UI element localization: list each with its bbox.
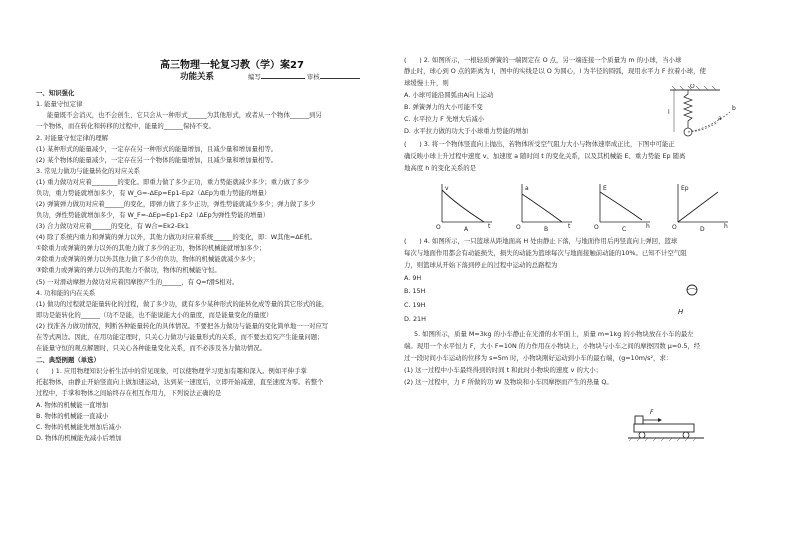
author-field [248, 73, 360, 81]
left-line-20: 即功是能转化的______（功不是能，也不能说能大小的量度，而是能量变化的量度） [36, 311, 273, 319]
wheel-right [683, 432, 689, 438]
left-line-18: 4. 功和能的内在关系 [36, 289, 96, 297]
left-line-2: 能量既不会消灭，也不会创生，它只会从一种形式______为其他形式，或者从一个物体______到另 [47, 111, 322, 119]
right-line-1: 静止时，球心到 O 点的距离为 l，图中的实线是以 O 为圆心，l 为半径的圆弧，现用水平力 F 拉着小球，使 [404, 67, 706, 75]
label-b: b [732, 105, 736, 112]
origin-c: O [594, 224, 599, 231]
right-line-3: A. 小球可能沿圆弧由A向上运动 [404, 91, 494, 99]
left-line-1: 1. 能量守恒定律 [36, 100, 83, 108]
curve-a [442, 190, 484, 222]
left-line-17: (5) 一对滑动摩擦力做功对应着因摩擦产生的______，有 Q=f滑S相对。 [36, 278, 239, 286]
left-line-29: B. 物体的机械能一直减小 [36, 412, 109, 420]
left-line-5: (1) 某种形式的能量减少，一定存在另一种形式的能量增加，且减少量和增加量相等。 [36, 145, 278, 153]
right-line-20: (1) 这一过程中小车最终得到的时间 t 和此时小物块的速度 v 的大小； [404, 366, 603, 374]
right-line-5: C. 水平拉力 F 先增大后减小 [404, 115, 485, 123]
right-line-10: ( ) 4. 如图所示，一只篮球从距地面高 H 处由静止下落，与地面作用后再竖直向上弹回，篮球 [404, 237, 678, 245]
left-line-12: (3) 合力做功对应着______的变化，有 W合=Ek2-Ek1 [36, 222, 189, 230]
axis-x-a: t [488, 223, 491, 230]
right-line-7: ( ) 3. 将一个物体竖直向上抛出，若物体所受空气阻力大小与物体速率成正比，下图中可能正 [404, 140, 675, 148]
label-f: F [650, 409, 654, 416]
left-line-16: ③除重力或弹簧的弹力以外的其他力不做功，物体的机械能守恒。 [36, 266, 221, 274]
right-line-18: 端。现用一个水平恒力 F，大小 F=10N 的力作用在小物块上，小物块与小车之间的摩擦因数 μ=0.5，经 [404, 342, 701, 350]
q3-graph-b [516, 180, 576, 232]
right-line-2: 球缓慢上升，则 [404, 79, 449, 87]
q2-spring-figure [660, 84, 750, 146]
right-line-19: 过一段时间小车运动的位移为 s=5m 时，小物块刚好运动到小车的最右端，(g=10m/s²，求： [404, 354, 673, 362]
left-line-11: 负功，弹性势能就增加多少，有 W_F=-ΔEp=Ep1-Ep2（ΔEp为弹性势能的增量） [36, 211, 270, 219]
reviewer-label: 审核 [306, 73, 320, 81]
left-line-13: (4) 除了系统内重力和弹簧的弹力以外，其他力做功对应着系统______的变化，即：W其他=ΔE机。 [36, 233, 317, 241]
arc-path [688, 122, 718, 132]
right-line-8: 确反映小球上升过程中速度 v、加速度 a 随时间 t 的变化关系，以及其机械能 E、重力势能 Ep 随离 [404, 152, 686, 160]
left-line-0: 一、知识强化 [36, 89, 75, 97]
left-line-26: 托起物体，由静止开始竖直向上做加速运动，达到某一速度后，立即开始减速，直至速度为零。若整个 [36, 378, 324, 386]
q3-graph-d [672, 180, 732, 232]
cart-body [634, 424, 694, 432]
label-l: l [668, 109, 670, 116]
option-b: B [544, 226, 549, 232]
axis-x-b: t [568, 223, 571, 230]
left-line-7: 3. 常见力做功与能量转化的对应关系 [36, 167, 140, 175]
curve-c [600, 192, 642, 220]
right-line-13: A. 9H [404, 274, 422, 282]
wheel-left [639, 432, 645, 438]
right-line-21: (2) 这一过程中，力 F 所做的功 W 及物块和小车因摩擦而产生的热量 Q。 [404, 378, 613, 386]
axis-y-b: a [525, 185, 529, 192]
spring [684, 90, 692, 128]
left-line-8: (1) 重力做功对应着________的变化。即重力做了多少正功，重力势能就减少多少；重力做了多少 [36, 178, 310, 186]
left-line-19: (1) 做功的过程就是能量转化的过程，做了多少功，就有多少某种形式的能转化成等量的其它形式的能， [36, 300, 329, 308]
label-a: a [718, 115, 722, 122]
left-line-30: C. 物体的机械能先增加后减小 [36, 423, 122, 431]
right-line-0: ( ) 2. 如图所示，一根轻质弹簧的一端固定在 O 点，另一端连接一个质量为 m 的小球，当小球 [404, 56, 682, 64]
left-line-28: A. 物体的机械能一直增加 [36, 401, 109, 409]
curve-b [522, 194, 562, 222]
basketball [687, 285, 697, 295]
right-line-15: C. 19H [404, 301, 426, 309]
option-a: A [464, 226, 469, 232]
left-line-10: (2) 弹簧弹力做功对应着______的变化，即弹力做了多少正功，弹性势能就减少多少；弹力做了多少 [36, 200, 316, 208]
axis-y-c: E [603, 185, 607, 192]
axis-y-a: v [445, 185, 449, 192]
left-line-21: (2) 找准各力做功情况，判断各种能量转化的具体情况。不要把各力做功与能量的变化简单地一一对应写 [36, 322, 329, 330]
left-line-22: 在等式两边。因此，在用功能定理时，只关心力做功与能量形式的关系，而不要去追究产生能量问题； [36, 333, 324, 341]
q3-graph-a [436, 180, 496, 232]
left-line-23: 在能量守恒的观点解题时，只关心各种能量变化关系，而不必涉及各力做功情况。 [36, 344, 267, 352]
page-subtitle: 功能关系 [180, 72, 215, 82]
left-line-27: 过程中，手掌和物体之间始终存在相互作用力，下列说法正确的是 [36, 389, 222, 397]
label-o: O [690, 84, 695, 90]
option-c: C [622, 226, 627, 232]
right-line-11: 每次与地面作用都会有动能损失，损失的动能为篮球每次与地面接触前动能的10%。已知不计空气阻 [404, 249, 687, 257]
right-line-12: 力，则篮球从开始下落到停止的过程中运动的总路程为 [404, 261, 558, 269]
left-line-3: 一个物体，而在转化和转移的过程中，能量的______保持不变。 [36, 122, 215, 130]
left-line-25: ( ) 1. 应用物理知识分析生活中的常见现象，可以使物理学习更加有趣和深入。例如平伸手掌 [36, 367, 307, 375]
curve-d [678, 192, 718, 222]
option-d: D [700, 226, 705, 232]
label-h: H [678, 308, 684, 316]
right-line-6: D. 水平拉力做的功大于小球重力势能的增加 [404, 127, 529, 135]
right-line-16: D. 21H [404, 315, 426, 323]
left-line-15: ②除重力或弹簧的弹力以外其他力做了多少的负功，物体的机械能就减少多少； [36, 255, 260, 263]
q4-basketball-figure [668, 280, 708, 324]
author-label: 编写 [248, 73, 261, 81]
q3-graph-c [594, 180, 654, 232]
right-line-4: B. 弹簧弹力的大小可能不变 [404, 103, 483, 111]
axis-x-d: h [724, 223, 728, 230]
left-line-4: 2. 对能量守恒定律的理解 [36, 134, 109, 142]
left-line-14: ①除重力或弹簧的弹力以外的其他力做了多少的正功，物体的机械能就增加多少； [36, 244, 266, 252]
block [635, 416, 643, 424]
left-line-6: (2) 某个物体的能量减少，一定存在另一个物体的能量增加，且减少量和增加量相等。 [36, 156, 278, 164]
axis-y-d: Ep [681, 185, 689, 192]
left-line-9: 负功，重力势能就增加多少，有 W_G=-ΔEp=Ep1-Ep2（ΔEp为重力势能的增量） [36, 189, 271, 197]
right-line-9: 地高度 h 的变化关系的是 [404, 164, 477, 172]
right-line-14: B. 15H [404, 287, 426, 295]
origin-d: O [672, 224, 677, 231]
axis-x-c: h [646, 223, 650, 230]
left-line-31: D. 物体的机械能先减小后增加 [36, 434, 122, 442]
origin-b: O [516, 224, 521, 231]
q5-cart-figure [626, 394, 706, 442]
origin-a: O [436, 224, 441, 231]
left-line-24: 二、典型例题（单选） [36, 356, 100, 364]
page-title: 高三物理一轮复习教（学）案27 [160, 60, 304, 71]
right-line-17: 5. 如图所示，质量 M=3kg 的小车静止在光滑的水平面上，质量 m=1kg 的小物块放在小车的最左 [414, 330, 694, 338]
